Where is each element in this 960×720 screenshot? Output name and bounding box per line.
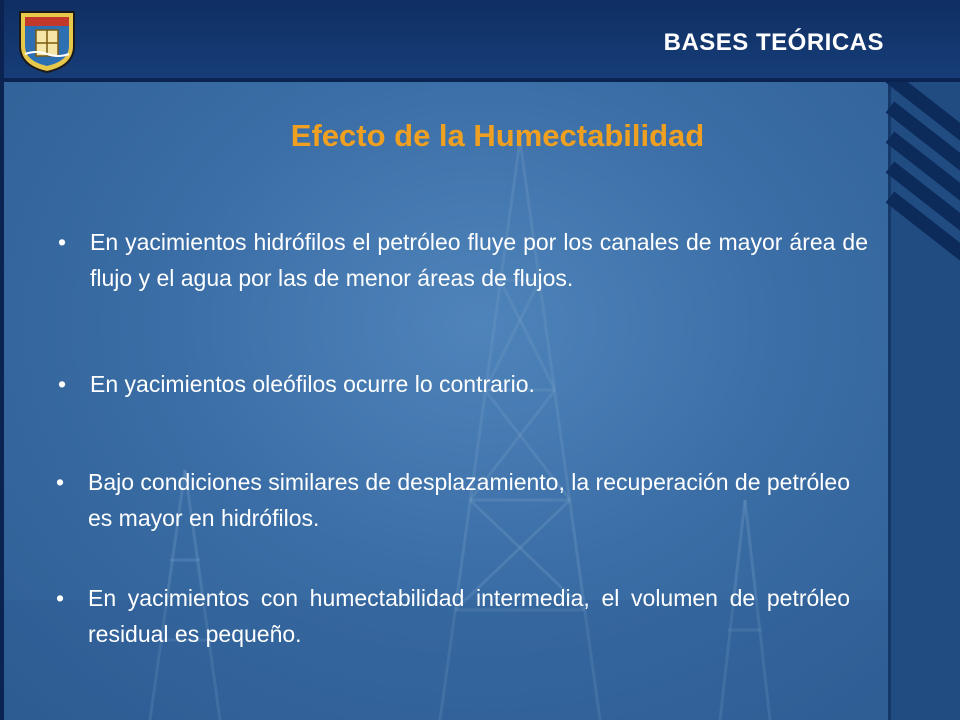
header-divider	[0, 78, 960, 82]
bullet-marker: •	[56, 469, 65, 495]
bullet-text: En yacimientos oleófilos ocurre lo contrario.	[90, 371, 535, 397]
bullet-marker: •	[58, 229, 67, 255]
bullet-marker: •	[56, 585, 65, 611]
bullet-item	[58, 224, 868, 334]
university-crest-icon	[12, 6, 82, 76]
left-border	[0, 0, 4, 720]
section-title: BASES TEÓRICAS	[663, 29, 884, 56]
bullet-text: En yacimientos con humectabilidad intermedia, el volumen de petróleo residual es pequeño.	[88, 585, 850, 647]
slide-title: Efecto de la Humectabilidad	[290, 118, 705, 153]
bullet-text: Bajo condiciones similares de desplazamiento, la recuperación de petróleo es mayor en hidrófilos.	[88, 469, 850, 531]
bullet-marker: •	[58, 371, 67, 397]
bullet-item	[58, 366, 868, 406]
bullet-item	[56, 580, 850, 656]
bullet-item	[56, 464, 850, 540]
bullet-text: En yacimientos hidrófilos el petróleo fluye por los canales de mayor área de flujo y el agua por las de menor áreas de flujos.	[90, 229, 868, 291]
